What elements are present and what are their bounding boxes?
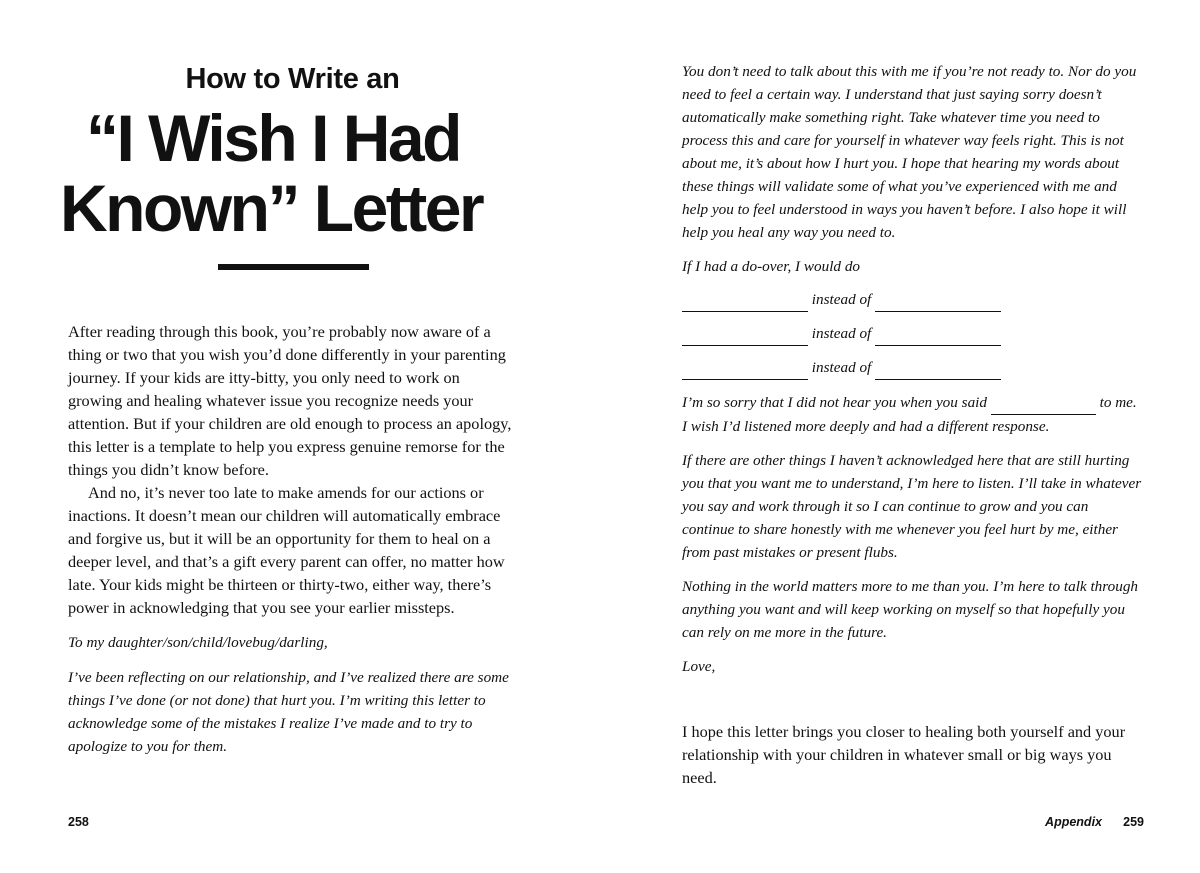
blank-line[interactable] bbox=[682, 322, 808, 346]
letter-opening: I’ve been reflecting on our relationship, and I’ve realized there are some things I’ve done (or not done) that hurt you. I’m writing this letter to acknowledge some of the mistakes I realize I’ve made and to try to apologize to you for them. bbox=[68, 669, 509, 755]
page-title bbox=[60, 103, 482, 243]
page-title-line-2: Known” Letter bbox=[60, 171, 483, 245]
sorry-line-end: to me. bbox=[1099, 394, 1137, 411]
intro-paragraph-2: And no, it’s never too late to make amends for our actions or inactions. It doesn’t mean our children will automatically embrace and forgive us, but it will be an opportunity for them to heal on a deeper level, and that’s a gift every parent can offer, no matter how late. Your kids might be thirteen or thirty-two, either way, there’s power in acknowledging that you see your earlier missteps. bbox=[68, 483, 505, 617]
instead-of-label: instead of bbox=[811, 359, 872, 376]
letter-salutation: To my daughter/son/child/lovebug/darling, bbox=[68, 634, 328, 651]
letter-paragraph-1: You don’t need to talk about this with me if you’re not ready to. Nor do you need to feel a certain way. I understand that just saying sorry doesn’t automatically make something right. Take whatever time you need to process this and care for yourself in whatever way feels right. This is not about me, it’s about how I hurt you. I hope that hearing my words about these things will validate some of what you’ve experienced with me and help you to feel understood in ways you haven’t before. I also hope it will help you heal any way you need to. bbox=[682, 63, 1137, 241]
right-body bbox=[682, 60, 1142, 678]
blank-line[interactable] bbox=[682, 288, 808, 312]
instead-of-label: instead of bbox=[811, 325, 872, 342]
page-number-right: 259 bbox=[1123, 815, 1144, 829]
blank-line[interactable] bbox=[875, 356, 1001, 380]
do-over-intro: If I had a do-over, I would do bbox=[682, 258, 861, 275]
blank-line[interactable] bbox=[991, 391, 1096, 415]
sorry-paragraph bbox=[682, 391, 1142, 438]
title-divider bbox=[218, 264, 369, 270]
page-number-left: 258 bbox=[68, 815, 89, 829]
do-over-row-3 bbox=[682, 356, 1142, 380]
do-over-row-1 bbox=[682, 288, 1142, 312]
intro-paragraph-1: After reading through this book, you’re probably now aware of a thing or two that you wish you’d done differently in your parenting journey. If your kids are itty-bitty, you only need to work on growing and healing whatever issue you recognize needs your attention. But if your children are old enough to process an apology, this letter is a template to help you express genuine remorse for the things you didn’t know before. bbox=[68, 322, 512, 479]
running-footer: Appendix bbox=[1045, 815, 1102, 829]
letter-sign-off: Love, bbox=[682, 658, 716, 675]
closing-paragraph bbox=[682, 720, 1142, 789]
instead-of-label: instead of bbox=[811, 291, 872, 308]
do-over-row-2 bbox=[682, 322, 1142, 346]
closing-text: I hope this letter brings you closer to healing both yourself and your relationship with your children in whatever small or big ways you need. bbox=[682, 722, 1126, 787]
sorry-line-rest: I wish I’d listened more deeply and had a different response. bbox=[682, 418, 1050, 435]
page-title-line-1: “I Wish I Had bbox=[86, 101, 460, 175]
letter-paragraph-4: Nothing in the world matters more to me than you. I’m here to talk through anything you want and will keep working on myself so that hopefully you can rely on me more in the future. bbox=[682, 578, 1139, 641]
right-page bbox=[600, 0, 1200, 873]
sorry-line-start: I’m so sorry that I did not hear you when you said bbox=[682, 394, 987, 411]
blank-line[interactable] bbox=[875, 322, 1001, 346]
blank-line[interactable] bbox=[682, 356, 808, 380]
blank-line[interactable] bbox=[875, 288, 1001, 312]
letter-paragraph-3: If there are other things I haven’t acknowledged here that are still hurting you that you want me to understand, I’m here to listen. I’ll take in whatever you say and work through it so I can continue to grow and you can continue to share honestly with me whenever you feel hurt by me, either from past mistakes or present flubs. bbox=[682, 452, 1142, 561]
left-body bbox=[68, 320, 518, 758]
title-kicker: How to Write an bbox=[185, 63, 400, 95]
